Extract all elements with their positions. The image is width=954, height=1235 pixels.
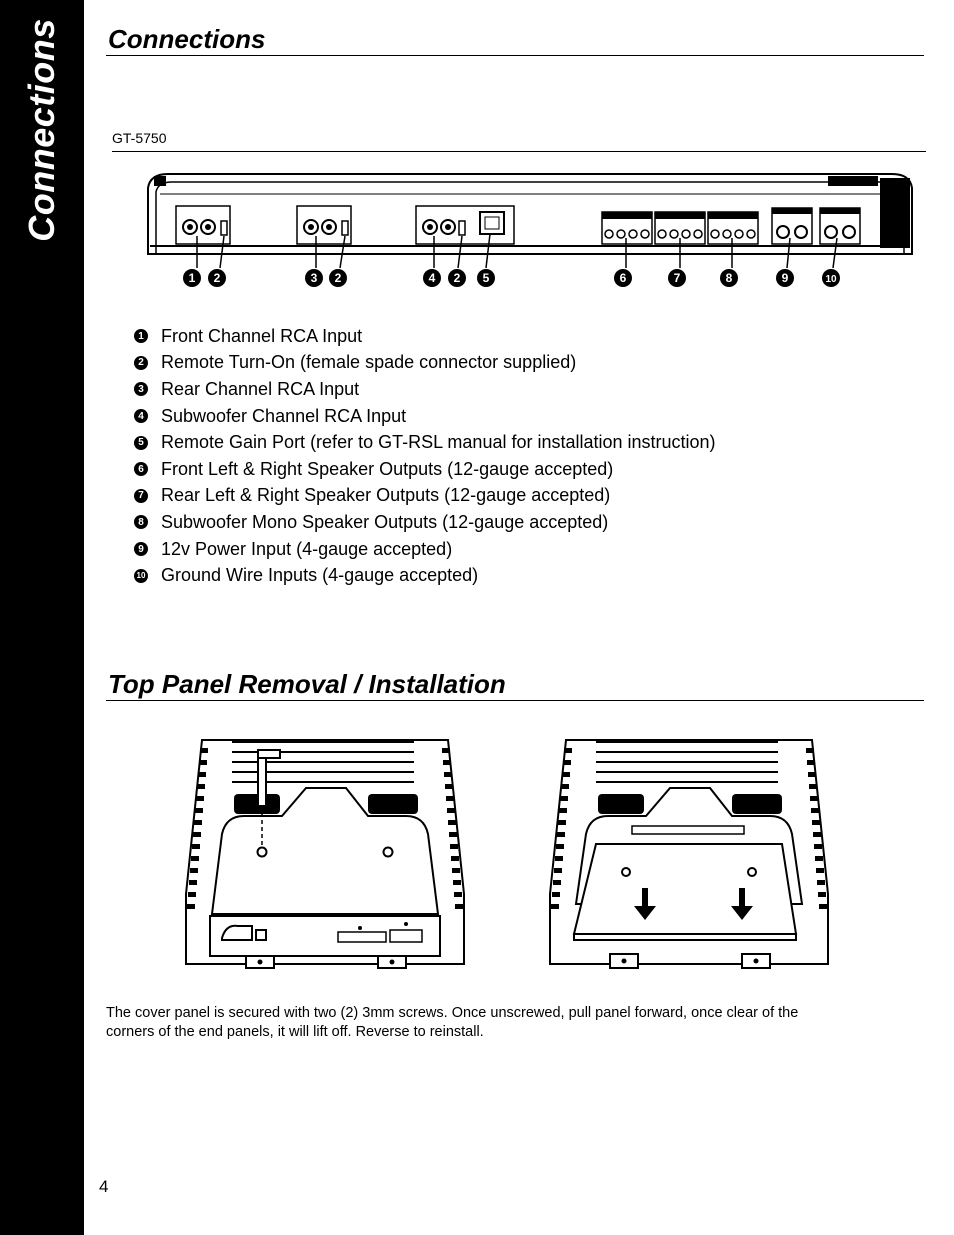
callout-1 xyxy=(183,269,201,287)
panel-callouts xyxy=(180,266,850,290)
svg-text:7: 7 xyxy=(673,271,681,285)
legend-text: Remote Turn-On (female spade connector supplied) xyxy=(161,352,577,373)
legend-item xyxy=(134,376,716,403)
legend-text: Subwoofer Mono Speaker Outputs (12-gauge accepted) xyxy=(161,511,609,532)
callout-3 xyxy=(305,269,323,287)
svg-text:5: 5 xyxy=(482,271,490,285)
legend-text: Ground Wire Inputs (4-gauge accepted) xyxy=(161,565,479,586)
callout-10 xyxy=(822,269,840,287)
callout-8 xyxy=(720,269,738,287)
svg-text:2: 2 xyxy=(453,271,461,285)
legend-item xyxy=(134,350,716,377)
legend-text: Subwoofer Channel RCA Input xyxy=(161,405,407,426)
legend-item xyxy=(134,456,716,483)
legend-number: 5 xyxy=(134,436,148,450)
legend-item xyxy=(134,403,716,430)
top-panel-heading: Top Panel Removal / Installation xyxy=(108,669,506,699)
section2-rule xyxy=(106,700,924,701)
callout-5 xyxy=(477,269,495,287)
legend-number: 7 xyxy=(134,489,148,503)
callout-6 xyxy=(614,269,632,287)
legend-number: 4 xyxy=(134,409,148,423)
legend-item xyxy=(134,323,716,350)
legend-number: 1 xyxy=(134,329,148,343)
callout-4 xyxy=(423,269,441,287)
heading-rule xyxy=(106,55,924,56)
legend-number: 8 xyxy=(134,515,148,529)
svg-text:3: 3 xyxy=(310,271,318,285)
legend-item xyxy=(134,562,716,589)
page-number: 4 xyxy=(99,1177,109,1196)
legend-item xyxy=(134,429,716,456)
connection-legend xyxy=(134,323,716,589)
legend-number: 9 xyxy=(134,542,148,556)
side-tab-title: Connections xyxy=(21,18,62,242)
svg-text:2: 2 xyxy=(213,271,221,285)
svg-text:2: 2 xyxy=(334,271,342,285)
legend-number: 2 xyxy=(134,356,148,370)
side-tab xyxy=(0,0,84,1235)
connections-heading: Connections xyxy=(108,24,266,54)
legend-text: Front Channel RCA Input xyxy=(161,325,363,346)
callout-7 xyxy=(668,269,686,287)
legend-text: Remote Gain Port (refer to GT-RSL manual for installation instruction) xyxy=(161,432,716,453)
svg-text:8: 8 xyxy=(725,271,733,285)
svg-text:6: 6 xyxy=(619,271,627,285)
svg-text:10: 10 xyxy=(825,274,837,285)
amplifier-top-view-screwdriver xyxy=(182,734,470,970)
legend-item xyxy=(134,536,716,563)
legend-number: 10 xyxy=(134,569,148,583)
legend-text: 12v Power Input (4-gauge accepted) xyxy=(161,538,453,559)
svg-text:9: 9 xyxy=(781,271,789,285)
installation-caption: The cover panel is secured with two (2) 3mm screws. Once unscrewed, pull panel forward, once clear of the corners of the end panels, it will lift off. Reverse to reinstall. xyxy=(106,1005,799,1040)
legend-item xyxy=(134,483,716,510)
legend-number: 6 xyxy=(134,462,148,476)
callout-2 xyxy=(208,269,226,287)
legend-text: Rear Left & Right Speaker Outputs (12-gauge accepted) xyxy=(161,485,611,506)
legend-text: Rear Channel RCA Input xyxy=(161,378,360,399)
svg-text:1: 1 xyxy=(188,271,196,285)
model-rule xyxy=(112,151,926,152)
legend-text: Front Left & Right Speaker Outputs (12-gauge accepted) xyxy=(161,458,614,479)
legend-item xyxy=(134,509,716,536)
legend-number: 3 xyxy=(134,382,148,396)
amplifier-panel-removal xyxy=(546,734,834,970)
callout-9 xyxy=(776,269,794,287)
callout-2c xyxy=(448,269,466,287)
callout-2b xyxy=(329,269,347,287)
model-label: GT-5750 xyxy=(112,130,167,146)
svg-text:4: 4 xyxy=(428,271,436,285)
